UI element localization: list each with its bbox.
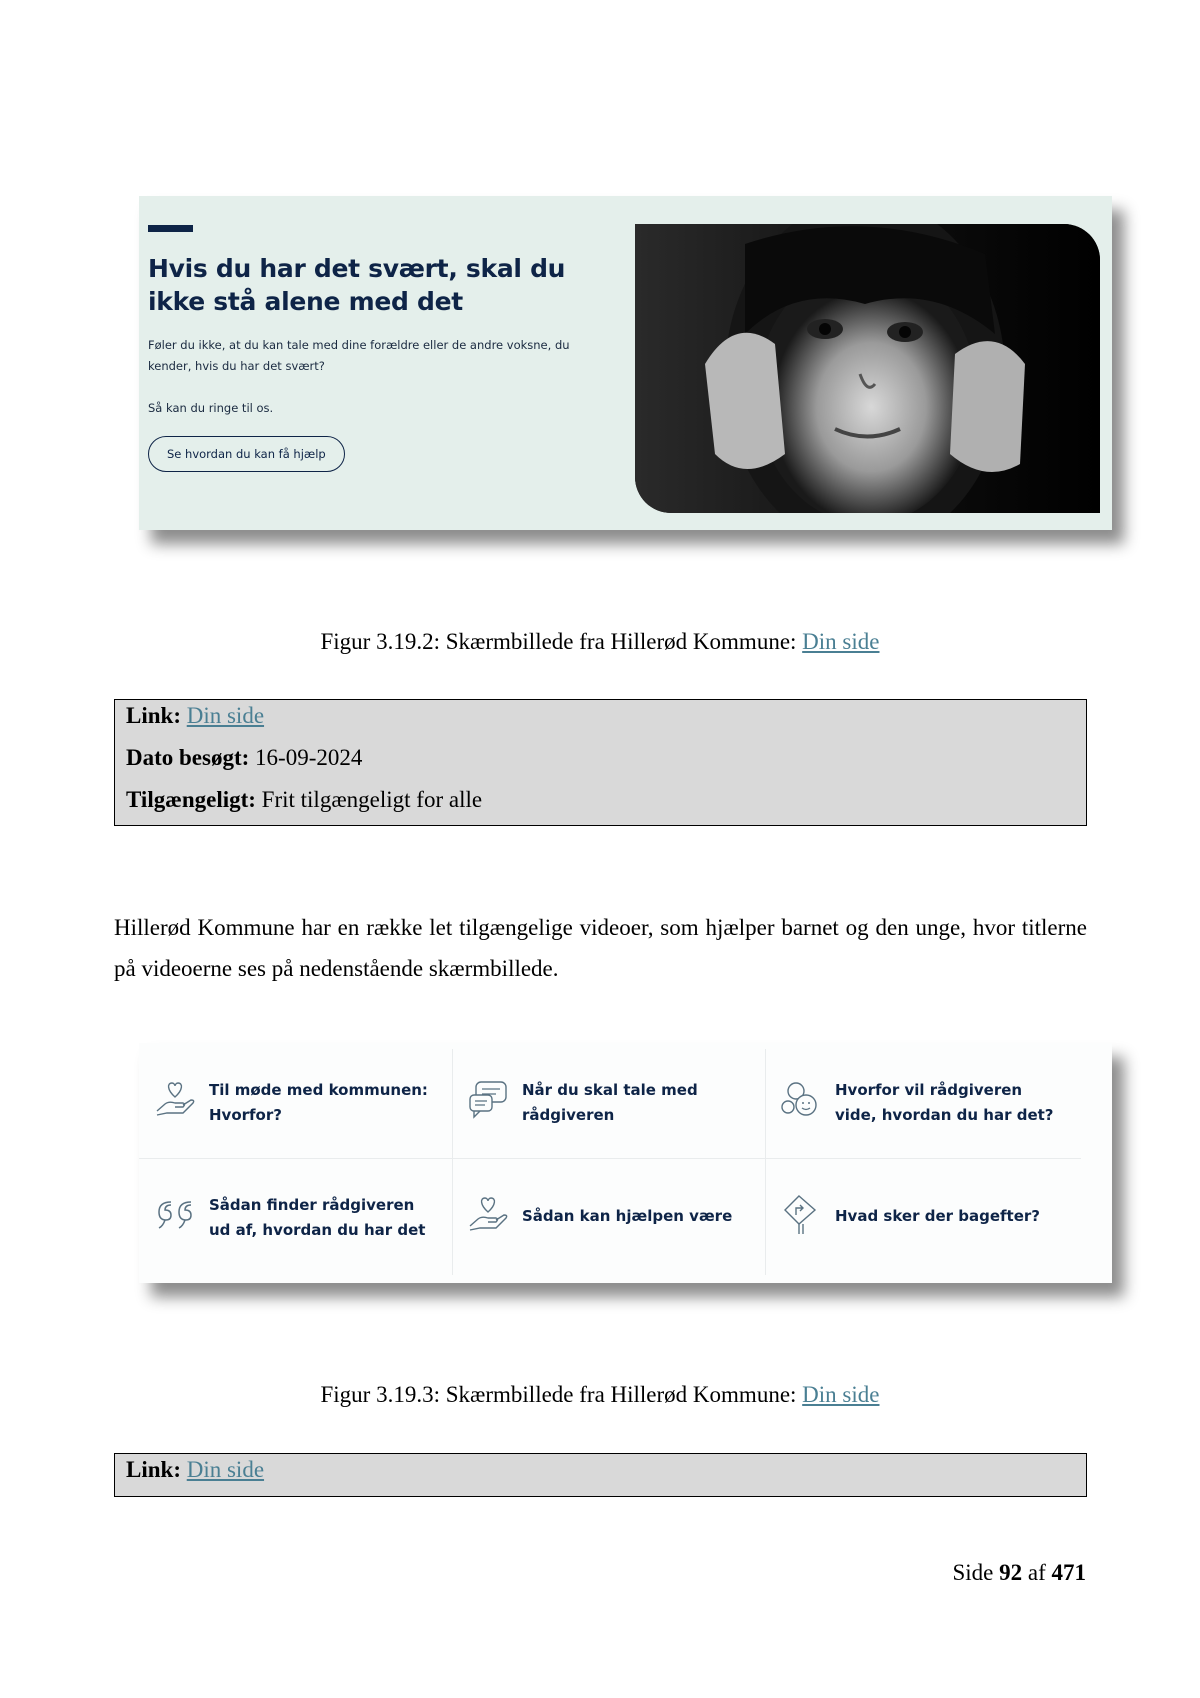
caption-text: Figur 3.19.3: Skærmbillede fra Hillerød Kommune: [320,1382,803,1407]
page-current: 92 [999,1560,1023,1585]
body-paragraph: Hillerød Kommune har en række let tilgængelige videoer, som hjælper barnet og den unge, hvor titlerne på videoerne ses på nedenstående skærmbillede. [114,915,1087,981]
link-value[interactable]: Din side [186,1457,265,1482]
link-row [126,700,1075,742]
help-button[interactable]: Se hvordan du kan få hjælp [148,436,345,472]
child-photo [635,224,1100,513]
video-grid-screenshot [139,1043,1112,1283]
page-total: 471 [1051,1560,1086,1585]
video-item[interactable] [452,1158,765,1268]
link-value[interactable]: Din side [186,703,265,728]
video-title: Sådan finder rådgiveren ud af, hvordan du har det [209,1196,426,1239]
video-item[interactable] [452,1043,765,1153]
video-title: Når du skal tale med rådgiveren [522,1081,698,1124]
signpost-icon [779,1192,823,1236]
page-prefix: Side [952,1560,994,1585]
link-label: Link: [126,703,181,728]
page-separator: af [1027,1560,1046,1585]
video-item[interactable] [139,1158,452,1268]
caption-link[interactable]: Din side [802,629,880,654]
date-label: Dato besøgt: [126,745,250,770]
video-title: Hvorfor vil rådgiveren vide, hvordan du har det? [835,1081,1054,1124]
figure-caption-1 [0,627,1200,657]
link-label: Link: [126,1457,181,1482]
caption-text: Figur 3.19.2: Skærmbillede fra Hillerød Kommune: [320,629,803,654]
heart-hand-icon [153,1077,197,1121]
page-number [952,1558,1086,1588]
faces-icon [779,1077,823,1121]
date-row [126,742,1075,784]
date-value: 16-09-2024 [255,745,363,770]
video-title: Hvad sker der bagefter? [835,1207,1040,1225]
video-item[interactable] [765,1158,1078,1268]
child-face-image [635,224,1100,513]
video-title: Sådan kan hjælpen være [522,1207,733,1225]
video-title: Til møde med kommunen: Hvorfor? [209,1081,428,1124]
info-box-1 [114,699,1087,826]
caption-link[interactable]: Din side [802,1382,880,1407]
info-box-2 [114,1453,1087,1497]
hero-paragraph: Føler du ikke, at du kan tale med dine forældre eller de andre voksne, du kender, hvis du har det svært? [148,338,570,373]
link-row [126,1454,1075,1496]
access-label: Tilgængeligt: [126,787,256,812]
video-item[interactable] [139,1043,452,1153]
heart-hand-icon [466,1192,510,1236]
video-item[interactable] [765,1043,1078,1153]
access-value: Frit tilgængeligt for alle [261,787,483,812]
chat-bubbles-icon [466,1077,510,1121]
hero-title: Hvis du har det svært, skal du ikke stå alene med det [148,254,566,316]
accent-bar [148,225,193,232]
hero-screenshot [139,196,1112,530]
access-row [126,784,1075,826]
quote-icon [153,1192,197,1236]
figure-caption-2 [0,1380,1200,1410]
hero-paragraph-call: Så kan du ringe til os. [148,401,274,415]
